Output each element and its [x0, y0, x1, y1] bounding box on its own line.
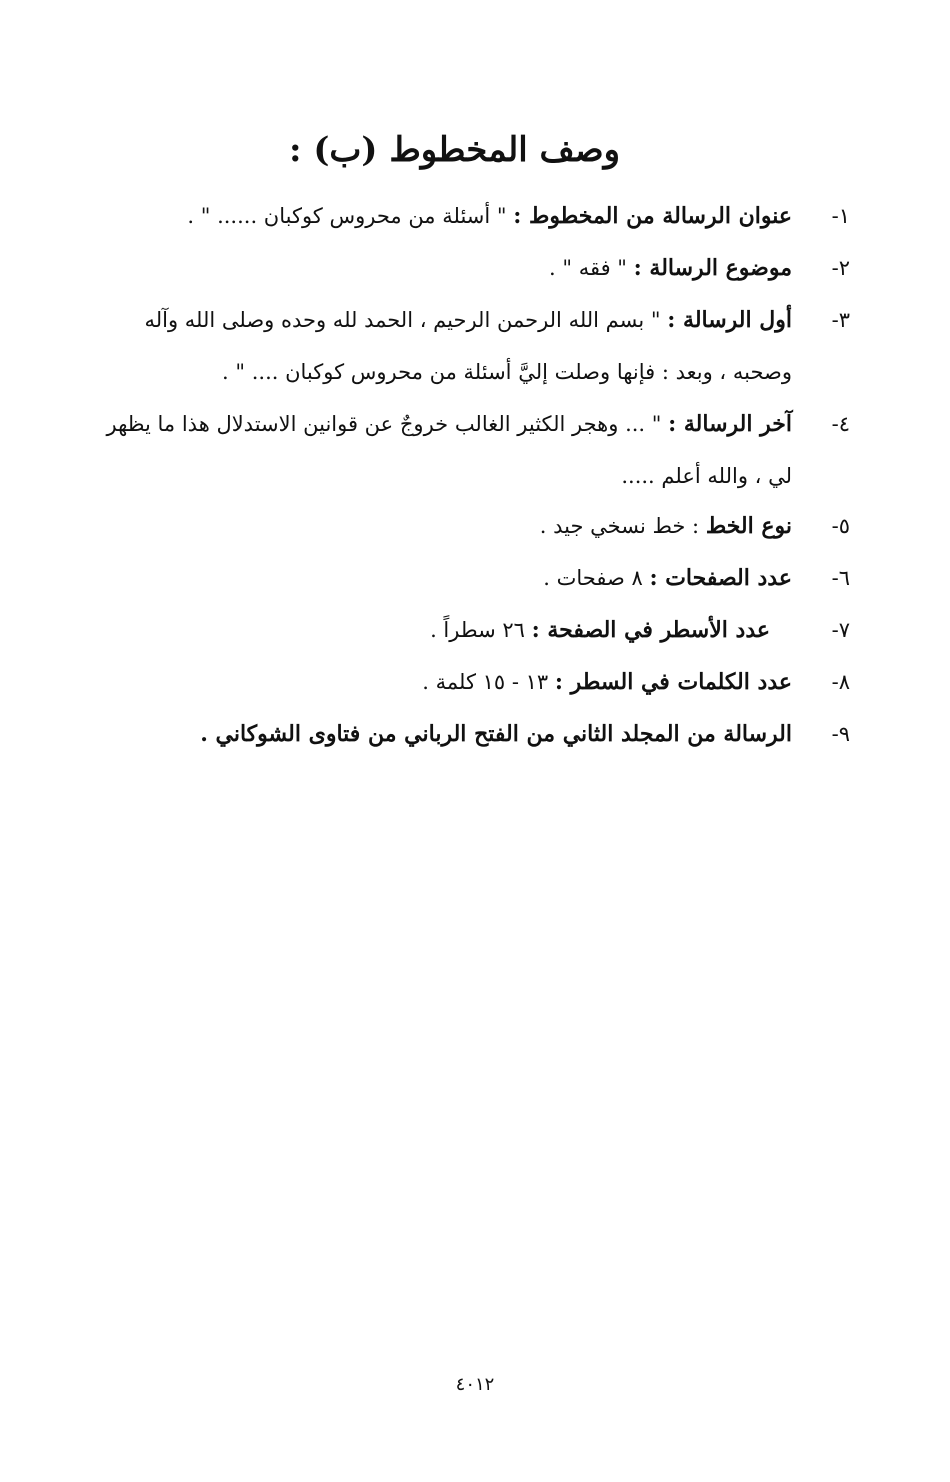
item-body	[90, 708, 792, 760]
item-number: ٦-	[831, 566, 850, 590]
list-item	[90, 398, 850, 502]
item-number: ٤-	[831, 412, 850, 436]
list-item	[90, 552, 850, 604]
item-body	[90, 656, 792, 708]
item-number: ٣-	[831, 308, 850, 332]
item-body	[90, 604, 792, 656]
item-text: " فقه " .	[549, 256, 634, 280]
list-item	[90, 242, 850, 294]
item-label: موضوع الرسالة :	[633, 255, 792, 281]
item-text: : خط نسخي جيد .	[539, 514, 706, 538]
item-number: ٢-	[831, 256, 850, 280]
item-body	[90, 398, 792, 502]
item-body	[90, 294, 792, 398]
item-number: ٩-	[831, 722, 850, 746]
item-body	[90, 552, 792, 604]
item-label: عنوان الرسالة من المخطوط :	[513, 203, 792, 229]
item-text: " ... وهجر الكثير الغالب خروجٌ عن قوانين الاستدلال هذا ما يظهر لي ، والله أعلم .....	[106, 412, 792, 488]
list-item	[90, 294, 850, 398]
item-label: آخر الرسالة :	[668, 411, 792, 437]
item-text: " بسم الله الرحمن الرحيم ، الحمد لله وحده وصلى الله وآله وصحبه ، وبعد : فإنها وصلت إليَّ أسئلة من محروس كوكبان .... " .	[144, 308, 792, 384]
list-item	[90, 708, 850, 760]
item-text: ٨ صفحات .	[543, 566, 650, 590]
item-label: أول الرسالة :	[667, 307, 792, 333]
page-number: ٤٠١٢	[455, 1374, 495, 1395]
item-body	[90, 500, 792, 552]
item-text: ١٣ - ١٥ كلمة .	[422, 670, 555, 694]
list-item	[90, 190, 850, 242]
list-item	[90, 656, 850, 708]
item-text: " أسئلة من محروس كوكبان ...... " .	[187, 204, 514, 228]
list-item	[90, 500, 850, 552]
item-label: عدد الكلمات في السطر :	[554, 669, 792, 695]
item-number: ٧-	[831, 618, 850, 642]
item-label: عدد الأسطر في الصفحة :	[531, 617, 770, 643]
list-item	[90, 604, 850, 656]
item-number: ٨-	[831, 670, 850, 694]
item-label: نوع الخط	[705, 513, 792, 539]
item-label: عدد الصفحات :	[649, 565, 792, 591]
item-body	[90, 242, 792, 294]
section-title: وصف المخطوط (ب) :	[288, 130, 620, 170]
item-text: الرسالة من المجلد الثاني من الفتح الرباني من فتاوى الشوكاني .	[200, 721, 792, 747]
item-body	[90, 190, 792, 242]
item-number: ٥-	[831, 514, 850, 538]
item-text: ٢٦ سطراً .	[430, 618, 532, 642]
item-number: ١-	[831, 204, 850, 228]
